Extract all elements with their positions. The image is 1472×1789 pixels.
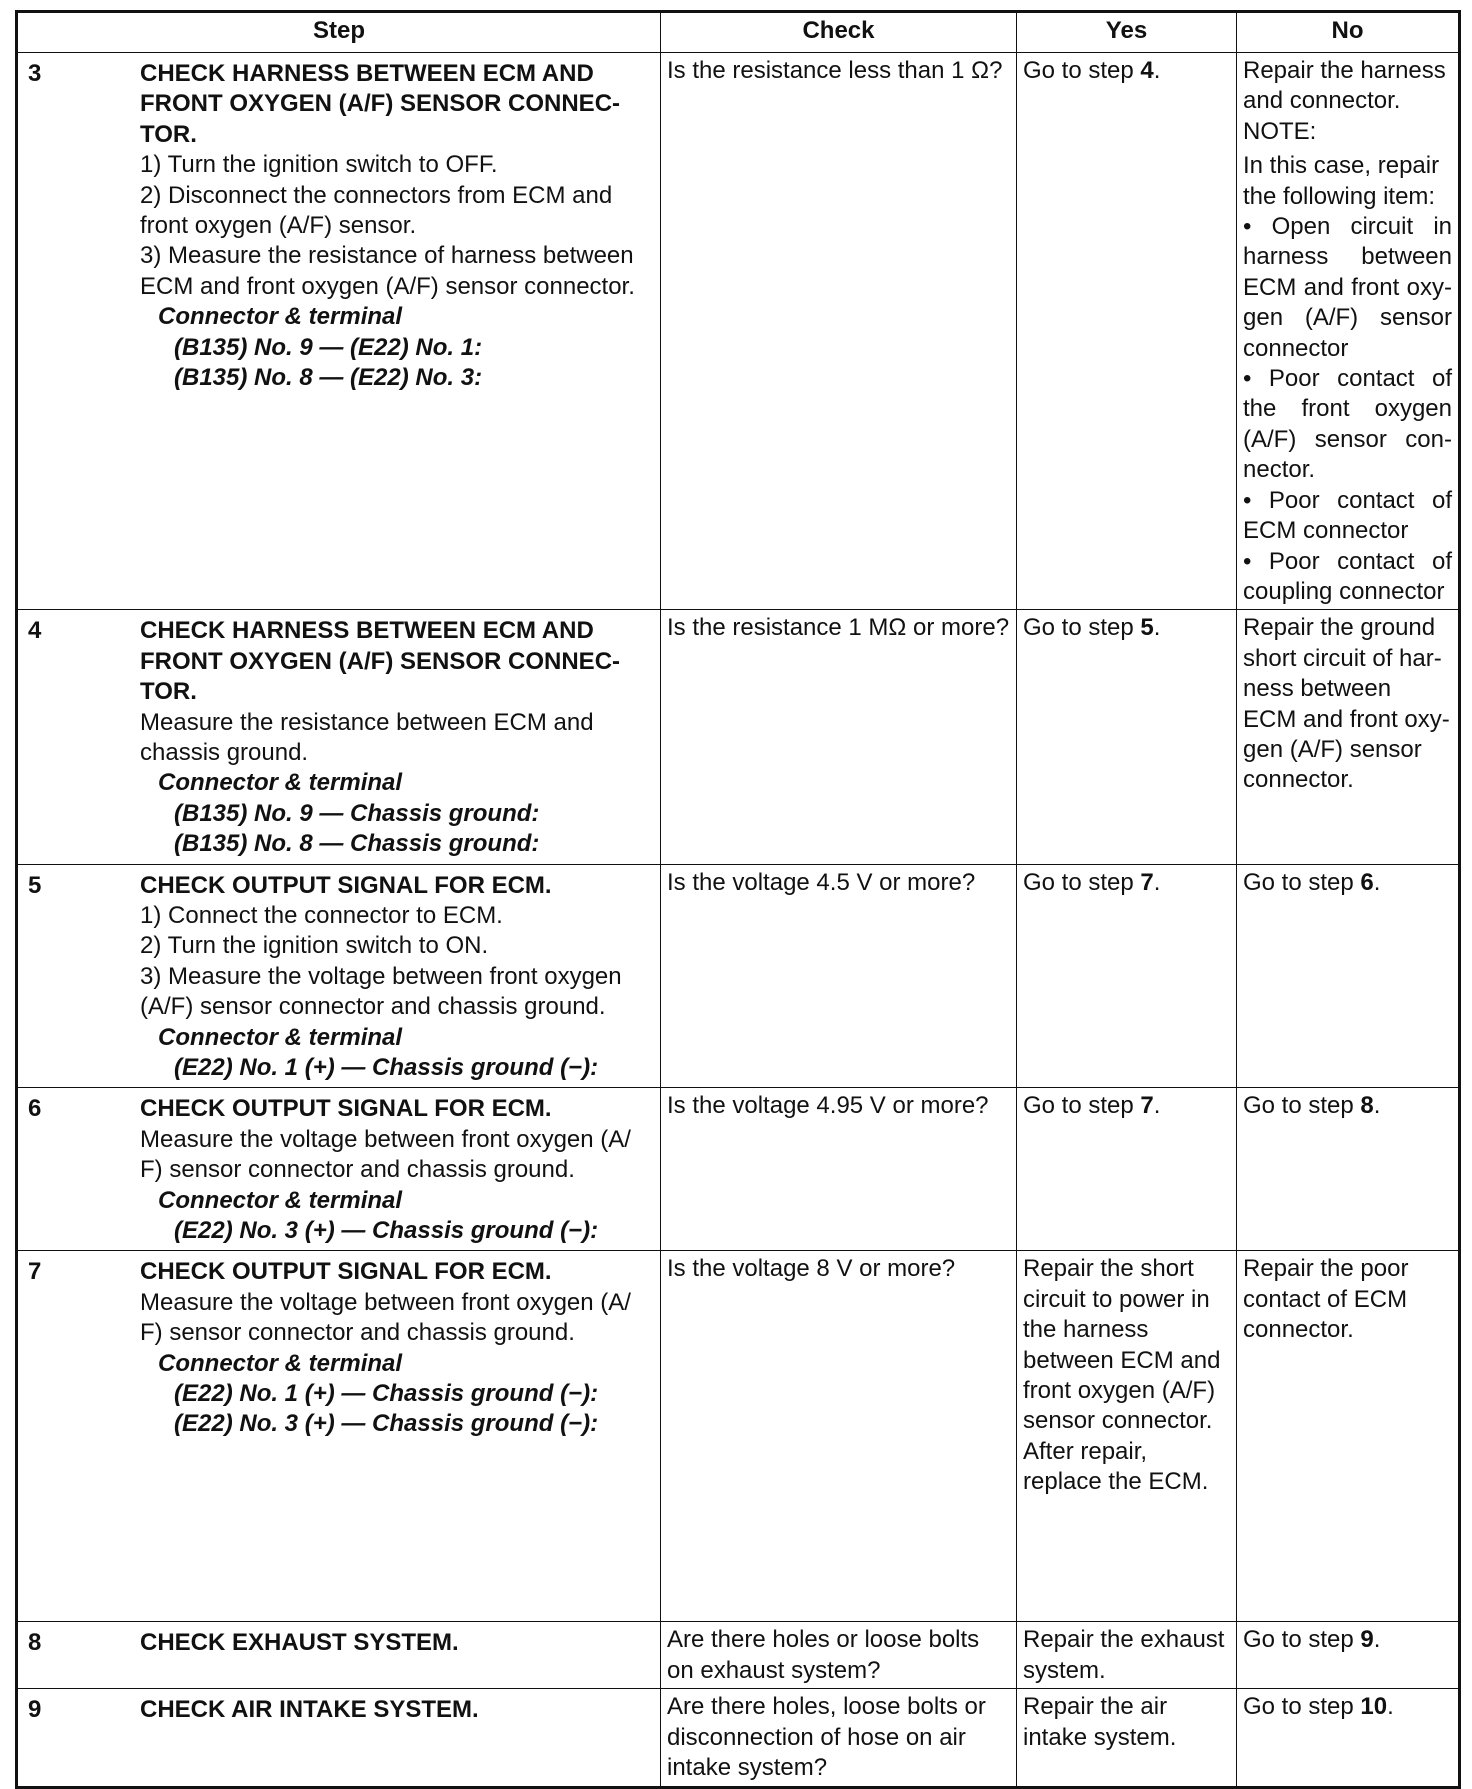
yes-cell <box>1017 53 1237 610</box>
no-cell <box>1237 864 1460 1088</box>
procedure-line: 2) Disconnect the connectors from ECM and <box>140 181 613 209</box>
yes-goto <box>1023 868 1230 898</box>
step-cell <box>17 53 661 610</box>
yes-goto <box>1023 1091 1230 1121</box>
check-text: Is the voltage 4.95 V or more? <box>667 1092 989 1120</box>
yes-text-line: replace the ECM. <box>1023 1468 1209 1496</box>
step-number: 5 <box>28 871 42 899</box>
terminal-spec: (E22) No. 1 (+) — Chassis ground (−): <box>174 1380 599 1408</box>
step-body <box>134 1254 654 1441</box>
step-title-line: CHECK OUTPUT SIGNAL FOR ECM. <box>140 871 552 899</box>
header-step: Step <box>17 12 661 53</box>
no-text-line: connector. <box>1243 1316 1354 1344</box>
no-text-line: • Open circuit in <box>1243 213 1452 241</box>
yes-text-line: the harness <box>1023 1316 1149 1344</box>
check-cell <box>661 1622 1017 1689</box>
step-cell <box>17 1689 661 1787</box>
no-cell <box>1237 610 1460 864</box>
table-header-row <box>17 12 1460 53</box>
step-number: 7 <box>28 1258 42 1286</box>
check-cell <box>661 53 1017 610</box>
no-text-line: Repair the poor <box>1243 1255 1409 1283</box>
goto-suffix: . <box>1153 1092 1161 1120</box>
no-text-line: connector. <box>1243 766 1354 794</box>
check-text-line: Are there holes, loose bolts or <box>667 1693 986 1721</box>
yes-cell <box>1017 1622 1237 1689</box>
no-text-line: ECM connector <box>1243 517 1409 545</box>
goto-prefix: Go to step <box>1243 1693 1361 1721</box>
goto-step-number: 8 <box>1360 1092 1374 1120</box>
check-cell <box>661 610 1017 864</box>
connector-terminal-label: Connector & terminal <box>158 1023 403 1051</box>
table-row <box>17 1088 1460 1251</box>
check-text-line: on exhaust system? <box>667 1656 881 1684</box>
procedure-line: 2) Turn the ignition switch to ON. <box>140 932 489 960</box>
table-row <box>17 1251 1460 1622</box>
yes-cell <box>1017 864 1237 1088</box>
goto-prefix: Go to step <box>1243 1092 1361 1120</box>
procedure-line: 3) Measure the resistance of harness between <box>140 242 634 270</box>
goto-suffix: . <box>1387 1693 1394 1721</box>
check-text: Is the voltage 8 V or more? <box>667 1255 956 1283</box>
table-row <box>17 1622 1460 1689</box>
yes-text-line: After repair, <box>1023 1437 1148 1465</box>
yes-cell <box>1017 610 1237 864</box>
no-cell <box>1237 1251 1460 1622</box>
procedure-line: 1) Connect the connector to ECM. <box>140 901 503 929</box>
no-text-line: ECM and front oxy- <box>1243 705 1450 733</box>
no-text-line: connector <box>1243 334 1349 362</box>
step-body <box>134 613 654 861</box>
goto-suffix: . <box>1373 1092 1381 1120</box>
procedure-line: F) sensor connector and chassis ground. <box>140 1156 575 1184</box>
yes-text-line: circuit to power in <box>1023 1285 1210 1313</box>
yes-text-line: Repair the exhaust <box>1023 1626 1225 1654</box>
step-body <box>134 868 654 1086</box>
no-text-line: (A/F) sensor con- <box>1243 425 1452 453</box>
no-cell <box>1237 53 1460 610</box>
step-title-line: FRONT OXYGEN (A/F) SENSOR CONNEC- <box>140 647 621 675</box>
step-title-line: CHECK HARNESS BETWEEN ECM AND <box>140 617 594 645</box>
step-body <box>134 1625 654 1660</box>
goto-prefix: Go to step <box>1023 1092 1141 1120</box>
yes-text-line: Repair the short <box>1023 1255 1194 1283</box>
goto-step-number: 4 <box>1140 57 1154 84</box>
goto-step-number: 7 <box>1140 1092 1154 1120</box>
yes-goto <box>1023 613 1230 643</box>
goto-step-number: 10 <box>1360 1693 1388 1721</box>
step-title-line: CHECK OUTPUT SIGNAL FOR ECM. <box>140 1095 552 1123</box>
check-cell <box>661 1251 1017 1622</box>
header-check: Check <box>661 12 1017 53</box>
no-text-line: harness between <box>1243 243 1452 271</box>
goto-suffix: . <box>1373 868 1381 896</box>
step-content <box>24 1692 654 1727</box>
no-text-line: the following item: <box>1243 182 1436 210</box>
goto-suffix: . <box>1153 57 1161 84</box>
no-text-line: ECM and front oxy- <box>1243 273 1452 301</box>
terminal-spec: (B135) No. 8 — (E22) No. 3: <box>174 364 483 392</box>
step-number: 3 <box>28 60 42 87</box>
step-body <box>134 56 654 395</box>
step-title-line: FRONT OXYGEN (A/F) SENSOR CONNEC- <box>140 90 621 118</box>
no-goto <box>1243 1625 1452 1655</box>
check-text: Is the resistance 1 MΩ or more? <box>667 614 1010 642</box>
no-text-line: • Poor contact of <box>1243 365 1452 393</box>
yes-text-line: sensor connector. <box>1023 1407 1213 1435</box>
goto-suffix: . <box>1373 1626 1381 1654</box>
yes-cell <box>1017 1251 1237 1622</box>
no-text-line: gen (A/F) sensor <box>1243 304 1452 332</box>
check-text-line: Are there holes or loose bolts <box>667 1626 980 1654</box>
no-text-line: nector. <box>1243 456 1316 484</box>
step-title-line: CHECK EXHAUST SYSTEM. <box>140 1629 459 1657</box>
procedure-line: front oxygen (A/F) sensor. <box>140 212 417 240</box>
no-goto <box>1243 868 1452 898</box>
terminal-spec: (B135) No. 9 — (E22) No. 1: <box>174 333 483 361</box>
procedure-line: 3) Measure the voltage between front oxygen <box>140 962 622 990</box>
step-title-line: CHECK OUTPUT SIGNAL FOR ECM. <box>140 1258 552 1286</box>
step-content <box>24 1625 654 1660</box>
goto-prefix: Go to step <box>1023 868 1141 896</box>
step-number: 9 <box>28 1696 42 1724</box>
header-yes: Yes <box>1017 12 1237 53</box>
check-cell <box>661 1689 1017 1787</box>
step-number: 6 <box>28 1095 42 1123</box>
check-cell <box>661 1088 1017 1251</box>
procedure-line: ECM and front oxygen (A/F) sensor connector. <box>140 272 635 300</box>
step-number: 4 <box>28 617 42 645</box>
no-cell <box>1237 1622 1460 1689</box>
no-text-line: the front oxygen <box>1243 395 1452 423</box>
diagnostic-procedure-table <box>15 10 1461 1789</box>
table-row <box>17 53 1460 610</box>
no-text-line: short circuit of har- <box>1243 644 1442 672</box>
step-body <box>134 1091 654 1248</box>
goto-step-number: 6 <box>1360 868 1374 896</box>
table-row <box>17 864 1460 1088</box>
terminal-spec: (B135) No. 8 — Chassis ground: <box>174 830 540 858</box>
terminal-spec: (E22) No. 3 (+) — Chassis ground (−): <box>174 1410 599 1438</box>
header-no: No <box>1237 12 1460 53</box>
terminal-spec: (E22) No. 3 (+) — Chassis ground (−): <box>174 1217 599 1245</box>
yes-cell <box>1017 1088 1237 1251</box>
procedure-line: 1) Turn the ignition switch to OFF. <box>140 151 498 179</box>
connector-terminal-label: Connector & terminal <box>158 1349 403 1377</box>
check-text: Is the resistance less than 1 Ω? <box>667 57 1003 84</box>
no-cell <box>1237 1689 1460 1787</box>
check-cell <box>661 864 1017 1088</box>
connector-terminal-label: Connector & terminal <box>158 303 403 331</box>
goto-step-number: 9 <box>1360 1626 1374 1654</box>
step-cell <box>17 1251 661 1622</box>
yes-goto <box>1023 56 1230 86</box>
terminal-spec: (E22) No. 1 (+) — Chassis ground (−): <box>174 1054 599 1081</box>
check-text: Is the voltage 4.5 V or more? <box>667 868 976 896</box>
no-text-line: Repair the ground <box>1243 614 1436 642</box>
step-number: 8 <box>28 1629 42 1657</box>
no-cell <box>1237 1088 1460 1251</box>
yes-cell <box>1017 1689 1237 1787</box>
step-content <box>24 868 654 1086</box>
no-text-line: contact of ECM <box>1243 1285 1408 1313</box>
no-text-line: ness between <box>1243 675 1392 703</box>
yes-text-line: intake system. <box>1023 1723 1177 1751</box>
connector-terminal-label: Connector & terminal <box>158 769 403 797</box>
no-text-line: In this case, repair <box>1243 152 1440 180</box>
step-content <box>24 1091 654 1248</box>
goto-prefix: Go to step <box>1243 1626 1361 1654</box>
no-text-line: gen (A/F) sensor <box>1243 735 1422 763</box>
step-cell <box>17 610 661 864</box>
connector-terminal-label: Connector & terminal <box>158 1186 403 1214</box>
step-title-line: TOR. <box>140 678 197 706</box>
step-cell <box>17 864 661 1088</box>
step-title-line: CHECK AIR INTAKE SYSTEM. <box>140 1696 479 1724</box>
no-goto <box>1243 1692 1452 1722</box>
table-row <box>17 610 1460 864</box>
procedure-line: chassis ground. <box>140 738 309 766</box>
yes-text-line: system. <box>1023 1656 1106 1684</box>
procedure-line: Measure the voltage between front oxygen (A/ <box>140 1288 631 1316</box>
check-text-line: disconnection of hose on air <box>667 1723 966 1751</box>
step-content <box>24 1254 654 1441</box>
step-title-line: CHECK HARNESS BETWEEN ECM AND <box>140 60 594 87</box>
goto-prefix: Go to step <box>1243 868 1361 896</box>
step-body <box>134 1692 654 1727</box>
step-content <box>24 613 654 861</box>
no-text-line: Repair the harness <box>1243 57 1446 84</box>
step-content <box>24 56 654 395</box>
step-cell <box>17 1622 661 1689</box>
goto-suffix: . <box>1153 614 1161 642</box>
no-text-line: coupling connector <box>1243 577 1445 605</box>
check-text-line: intake system? <box>667 1754 828 1782</box>
table-row <box>17 1689 1460 1787</box>
goto-prefix: Go to step <box>1023 57 1141 84</box>
yes-text-line: front oxygen (A/F) <box>1023 1377 1216 1405</box>
yes-text-line: between ECM and <box>1023 1346 1221 1374</box>
procedure-line: (A/F) sensor connector and chassis ground. <box>140 993 606 1021</box>
no-goto <box>1243 1091 1452 1121</box>
no-text-line: and connector. <box>1243 87 1401 115</box>
procedure-line: Measure the voltage between front oxygen (A/ <box>140 1125 631 1153</box>
step-title-line: TOR. <box>140 120 197 148</box>
step-cell <box>17 1088 661 1251</box>
no-text-line: NOTE: <box>1243 117 1317 145</box>
goto-suffix: . <box>1153 868 1161 896</box>
goto-step-number: 7 <box>1140 868 1154 896</box>
no-text-line: • Poor contact of <box>1243 486 1452 514</box>
goto-step-number: 5 <box>1140 614 1154 642</box>
procedure-line: Measure the resistance between ECM and <box>140 708 594 736</box>
terminal-spec: (B135) No. 9 — Chassis ground: <box>174 799 540 827</box>
no-text-line: • Poor contact of <box>1243 547 1452 575</box>
yes-text-line: Repair the air <box>1023 1693 1168 1721</box>
goto-prefix: Go to step <box>1023 614 1141 642</box>
procedure-line: F) sensor connector and chassis ground. <box>140 1319 575 1347</box>
